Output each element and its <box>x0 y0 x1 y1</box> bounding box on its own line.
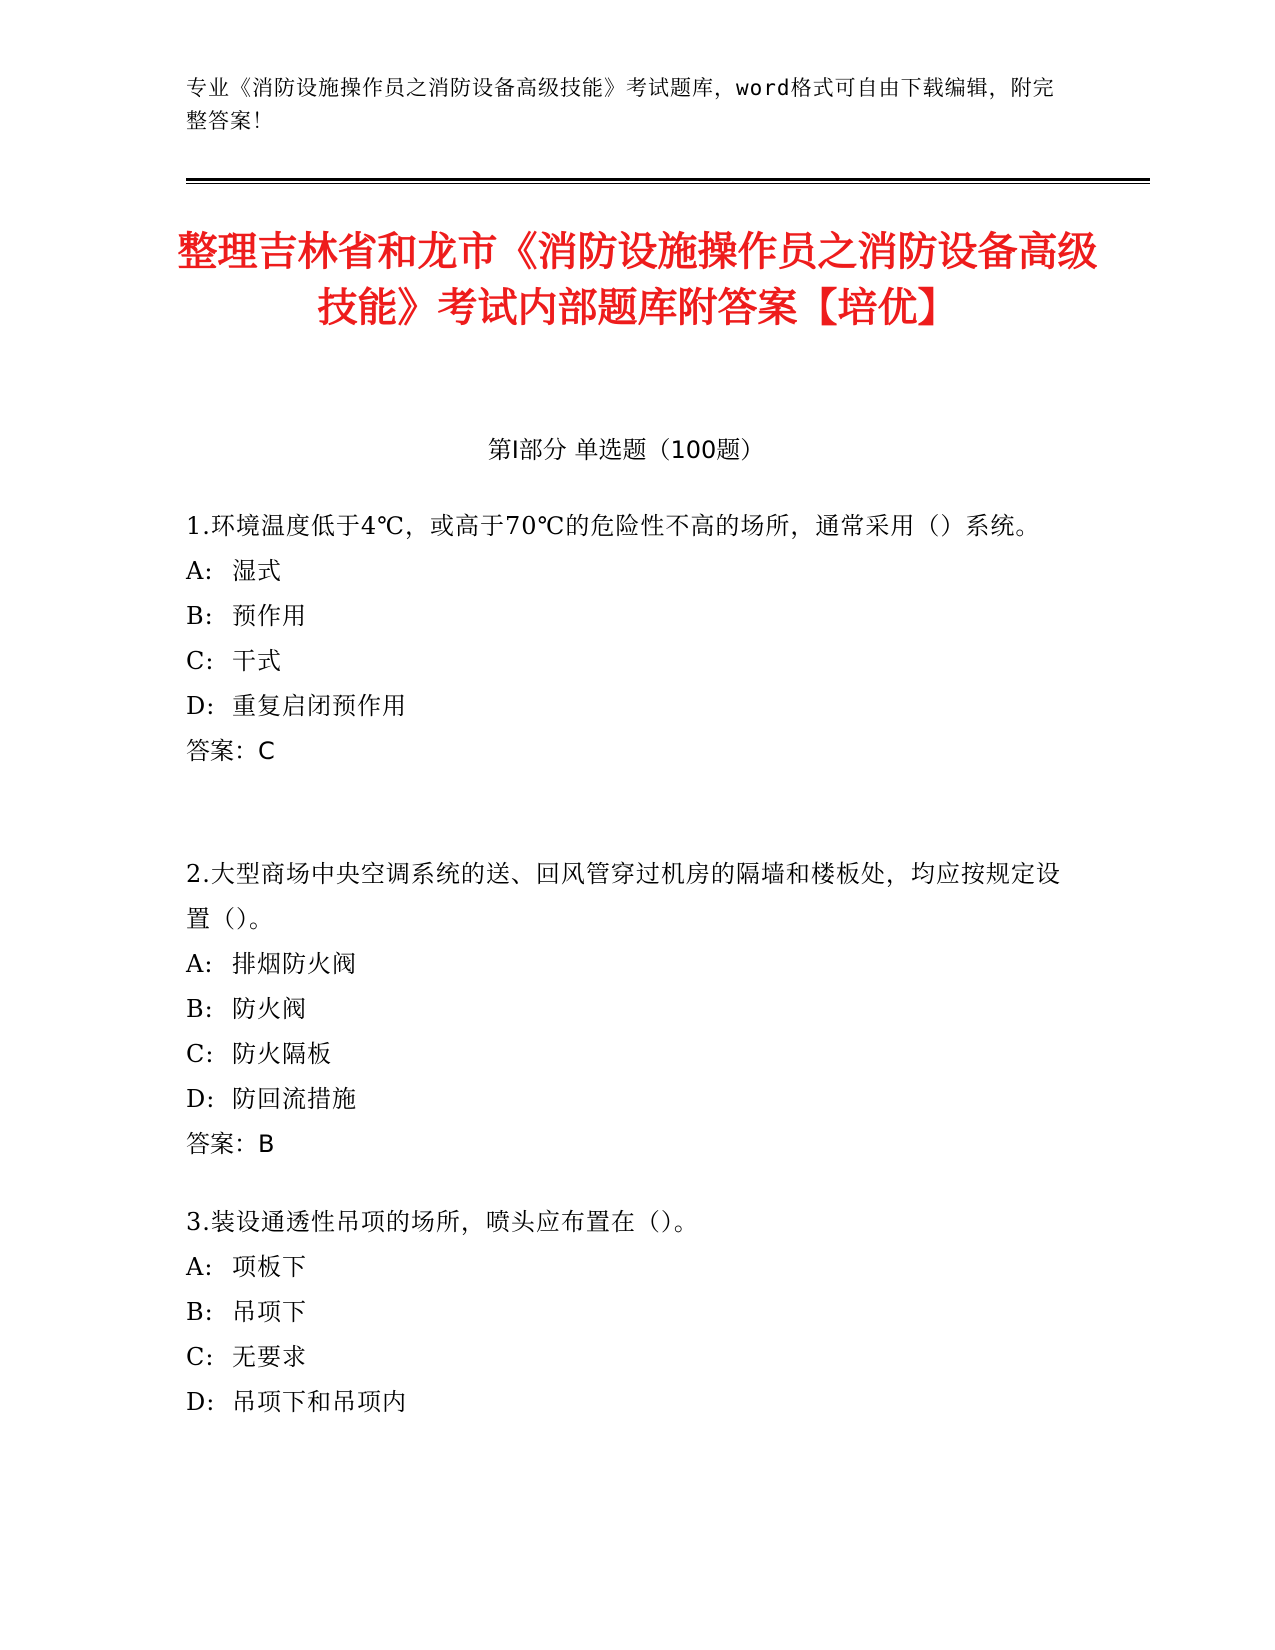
question-3 <box>186 1200 1066 1425</box>
header-note: 专业《消防设施操作员之消防设备高级技能》考试题库，word格式可自由下载编辑，附完整答案！ <box>186 76 1055 133</box>
header-rule-thick <box>186 178 1150 181</box>
option-text: 干式 <box>232 647 282 675</box>
option-text: 防火隔板 <box>232 1040 332 1068</box>
answer: 答案：C <box>186 737 275 765</box>
option-letter: D: <box>186 1085 216 1113</box>
option-a <box>186 549 1066 594</box>
option-letter: C: <box>186 647 215 675</box>
option-letter: C: <box>186 1343 215 1371</box>
option-text: 防回流措施 <box>232 1085 357 1113</box>
option-letter: B: <box>186 995 214 1023</box>
header-rule-thin <box>186 183 1150 184</box>
option-letter: C: <box>186 1040 215 1068</box>
option-text: 项板下 <box>232 1253 307 1281</box>
option-letter: A: <box>186 950 214 978</box>
option-d <box>186 684 1066 729</box>
option-letter: B: <box>186 602 214 630</box>
option-letter: B: <box>186 1298 214 1326</box>
question-text: 3.装设通透性吊项的场所，喷头应布置在（）。 <box>186 1208 699 1236</box>
option-c <box>186 639 1066 684</box>
question-1 <box>186 504 1066 774</box>
option-text: 排烟防火阀 <box>232 950 357 978</box>
option-b <box>186 987 1066 1032</box>
question-2 <box>186 852 1066 1167</box>
option-b <box>186 1290 1066 1335</box>
option-letter: A: <box>186 557 214 585</box>
option-d <box>186 1380 1066 1425</box>
answer: 答案：B <box>186 1130 275 1158</box>
option-text: 重复启闭预作用 <box>232 692 407 720</box>
section-title: 第I部分 单选题（100题） <box>487 436 765 464</box>
option-text: 湿式 <box>232 557 282 585</box>
option-letter: D: <box>186 1388 216 1416</box>
option-text: 吊项下 <box>232 1298 307 1326</box>
option-text: 吊项下和吊项内 <box>232 1388 407 1416</box>
option-letter: A: <box>186 1253 214 1281</box>
option-b <box>186 594 1066 639</box>
option-d <box>186 1077 1066 1122</box>
option-a <box>186 942 1066 987</box>
option-c <box>186 1335 1066 1380</box>
option-text: 防火阀 <box>232 995 307 1023</box>
question-text: 2.大型商场中央空调系统的送、回风管穿过机房的隔墙和楼板处，均应按规定设置（）。 <box>186 860 1061 933</box>
option-text: 预作用 <box>232 602 307 630</box>
document-title: 整理吉林省和龙市《消防设施操作员之消防设备高级技能》考试内部题库附答案【培优】 <box>177 229 1098 331</box>
option-text: 无要求 <box>232 1343 307 1371</box>
option-a <box>186 1245 1066 1290</box>
option-letter: D: <box>186 692 216 720</box>
option-c <box>186 1032 1066 1077</box>
question-text: 1.环境温度低于4℃，或高于70℃的危险性不高的场所，通常采用（）系统。 <box>186 512 1041 540</box>
